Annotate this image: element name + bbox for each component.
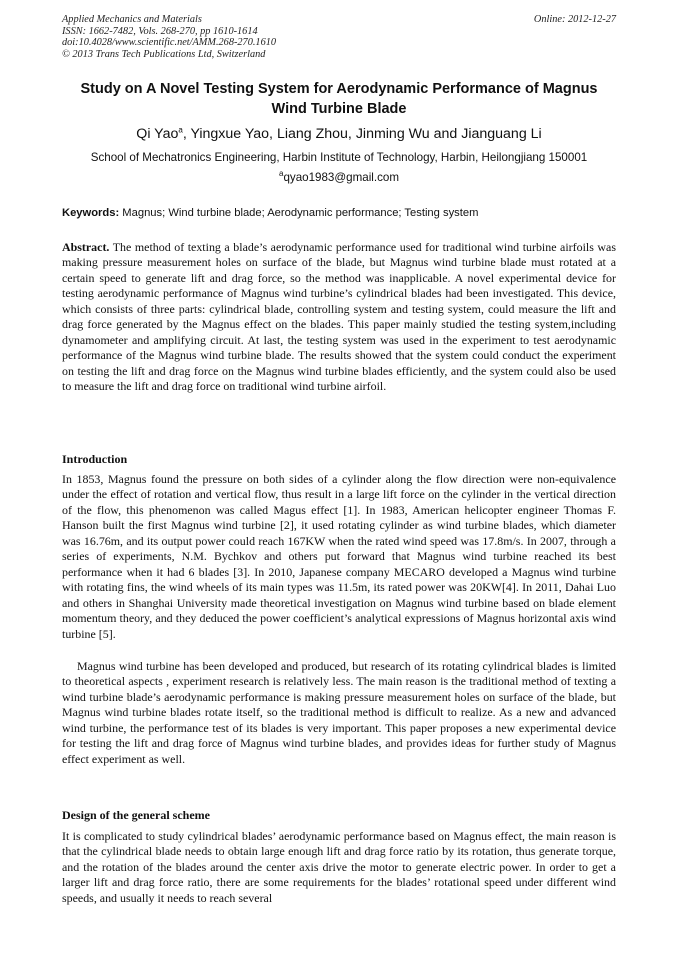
author-first: Qi Yao [136,126,179,142]
copyright-line: © 2013 Trans Tech Publications Ltd, Switzerland [62,48,266,60]
journal-header [62,14,616,60]
email-address: qyao1983@gmail.com [283,171,399,184]
introduction-heading: Introduction [62,452,128,466]
keywords-text: Magnus; Wind turbine blade; Aerodynamic performance; Testing system [119,207,479,219]
author-list [62,125,616,143]
keywords-label: Keywords: [62,207,120,219]
paper-title: Study on A Novel Testing System for Aerodynamic Performance of Magnus Wind Turbine Blade [80,81,598,117]
abstract-text: The method of texting a blade’s aerodynamic performance used for traditional wind turbine airfoils was making pressure measurement holes on surface of the blade, but Magnus wind turbine blade must rotated at a certain speed to generate lift and drag force, so the method was inapplicable. A novel experimental device for testing aerodynamic performance of Magnus wind turbine’s cylindrical blades had been investigated. This device, which consists of three parts: cylindrical blade, controlling system and testing system, could measure the lift and drag force generated by the Magnus effect on the blades. This paper mainly studied the testing system,including dynamometer and amplifying circuit. At last, the testing system was used in the experiment to test aerodynamic performance of the Magnus wind turbine blade. The results showed that the system could conduct the experiment on testing the lift and drag force on the Magnus wind turbine blades efficiently, and the system could also be used to measure the lift and drag force on traditional wind turbine airfoil. [62,240,616,394]
journal-name: Applied Mechanics and Materials [62,14,202,25]
introduction-paragraph-1: In 1853, Magnus found the pressure on both sides of a cylinder along the flow direction were non-equivalence under the effect of rotation and vertical flow, thus result in a large lift force on the cylinder in the vertical direction of the flow, this phenomenon was called Magus effect [1]. In 1983, American helicopter engineer Thomas F. Hanson built the first Magnus wind turbine [2], it used rotating cylinder as wind turbine blades, which diameter was 16.76m, and its output power could reach 167KW when the rated wind speed was 17.8m/s. In 2007, through a series of experiments, N.M. Bychkov and others put forward that Magnus wind turbine reached its best performance when it had 6 blades [3]. In 2010, Japanese company MECARO developed a Magnus wind turbine with rotating fins, the wind wheels of its main types was 11.5m, its rated power was 20KW[4]. In 2011, Dahai Luo and others in Shanghai University made theoretical investigation on Magnus wind turbine based on blade element momentum theory, and they deduced the power coefficient’s analytical expressions of Magnus horizontal axis wind turbine [5]. [62,472,616,641]
issn-line: ISSN: 1662-7482, Vols. 268-270, pp 1610-1614 [62,25,258,37]
author-rest: , Yingxue Yao, Liang Zhou, Jinming Wu and Jianguang Li [182,126,542,142]
author-superscript: a [178,125,183,135]
design-paragraph-1: It is complicated to study cylindrical blades’ aerodynamic performance based on Magnus effect, the main reason is that the cylindrical blade needs to obtain large enough lift and drag force ratio by its rotation, thus generate torque, and the rotation of the blades around the center axis drive the motor to generate electric power. In order to get a larger lift and drag force ratio, there are some requirements for the blades’ rotational speed under different wind speeds, and usually it needs to reach several [62,829,616,905]
online-date: Online: 2012-12-27 [533,14,616,25]
abstract [62,240,616,395]
keywords [62,205,616,221]
email-superscript: a [279,169,284,179]
doi-line: doi:10.4028/www.scientific.net/AMM.268-270.1610 [62,37,277,49]
affiliation: School of Mechatronics Engineering, Harbin Institute of Technology, Harbin, Heilongjiang 150001 [90,151,588,164]
design-heading: Design of the general scheme [62,808,210,822]
abstract-label: Abstract. [62,240,110,254]
introduction-paragraph-2: Magnus wind turbine has been developed and produced, but research of its rotating cylindrical blades is limited to theoretical aspects , experiment research is relatively less. The main reason is the traditional method of texting a wind turbine blade’s aerodynamic performance is making pressure measurement holes on surface of the blade, but Magnus wind turbine blades rotate itself, so the traditional method is difficult to realize. As a new and advanced wind turbine, the performance test of its blades is very important. This paper proposes a new experimental device for testing the lift and drag force of Magnus wind turbine blades, and provides ideas for further study of Magnus effect experiment as well. [62,659,616,766]
email-line [62,170,616,186]
